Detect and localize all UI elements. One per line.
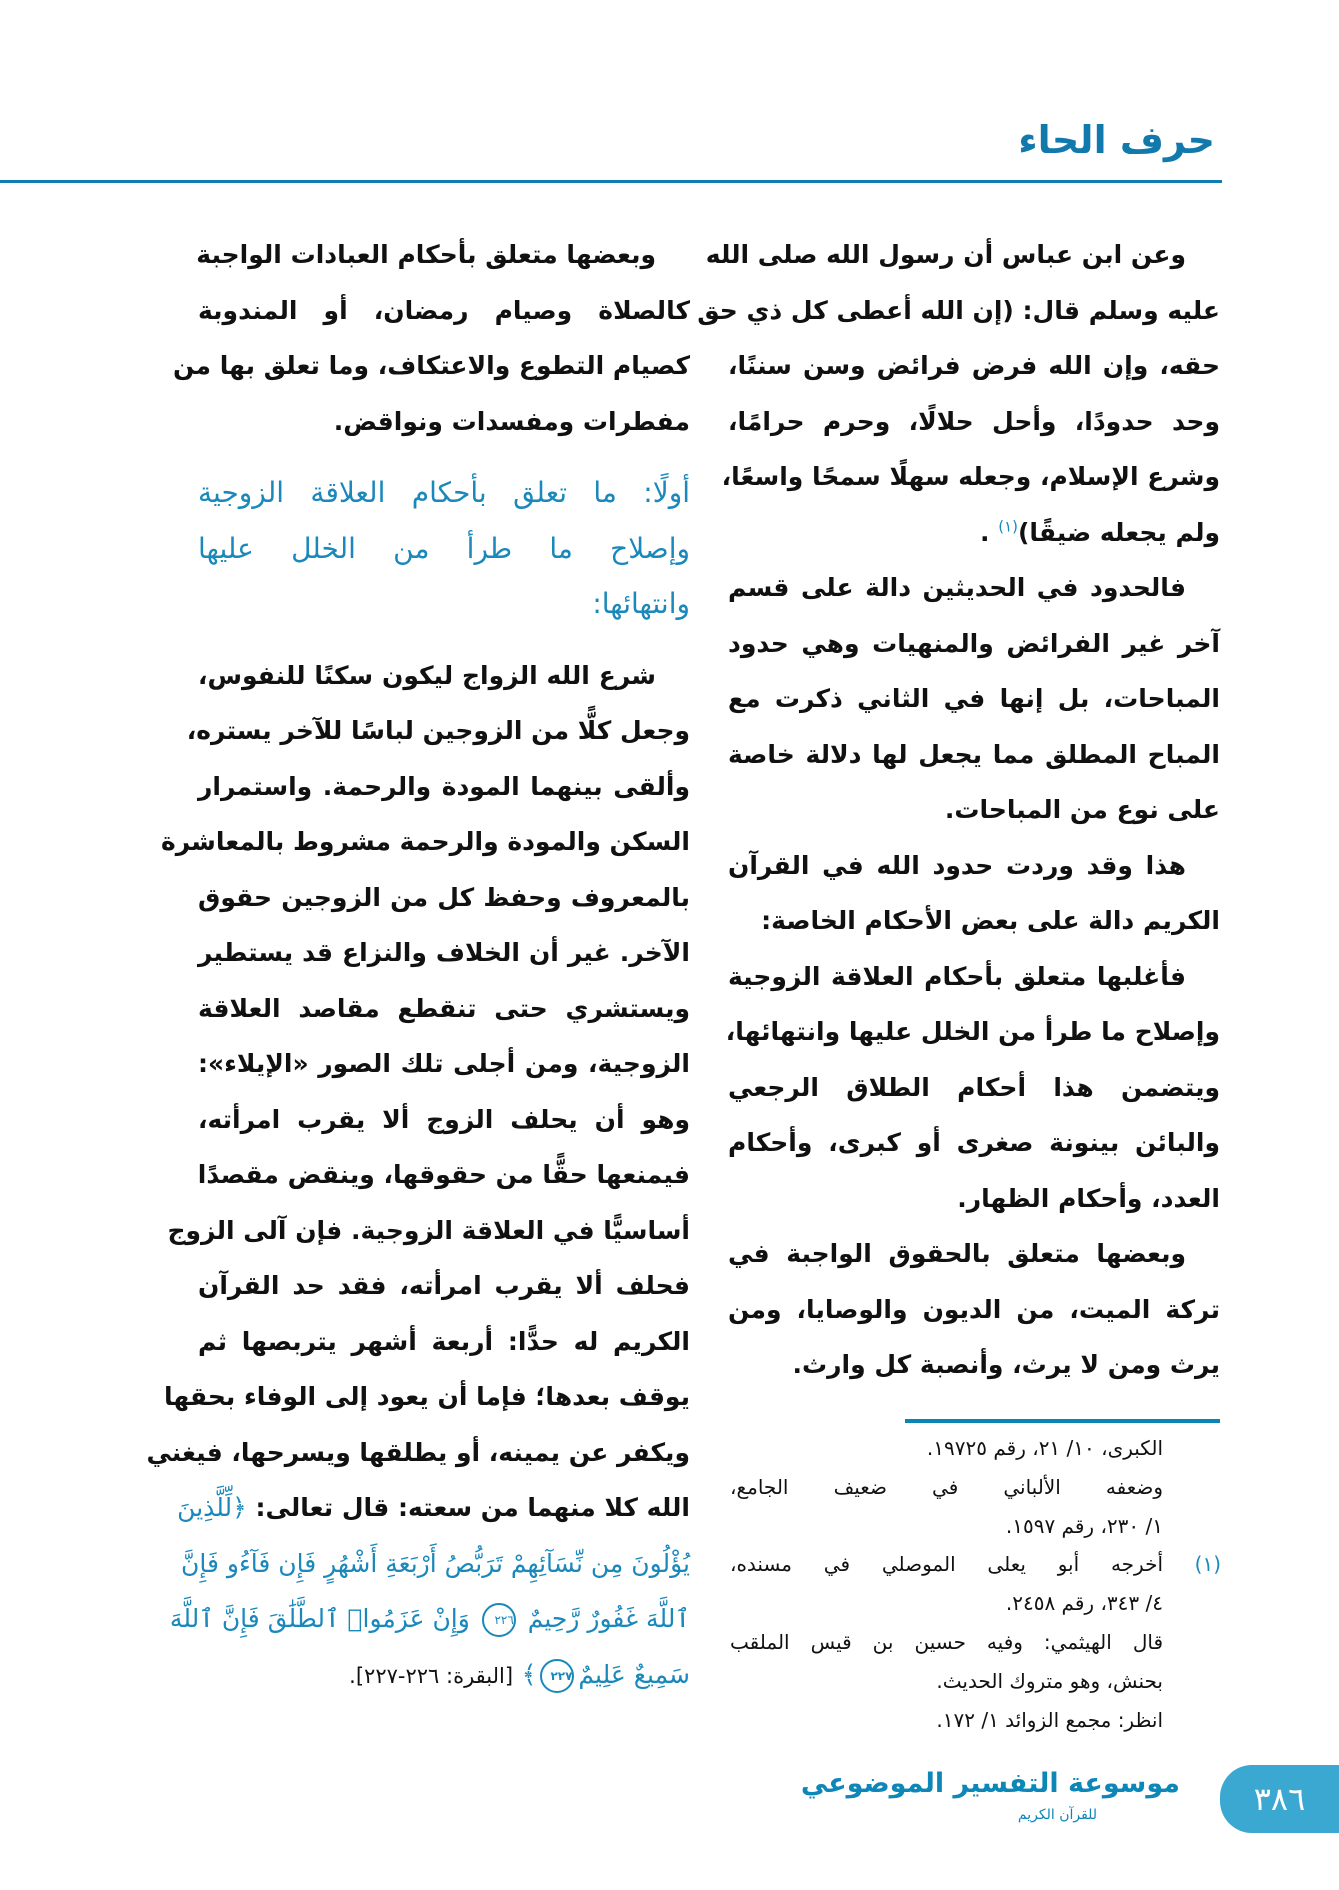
text-line: العدد، وأحكام الظهار. <box>957 1183 1220 1213</box>
heading-line: وإصلاح ما طرأ من الخلل عليها <box>198 531 690 565</box>
footnote-line: ١/ ٢٣٠، رقم ١٥٩٧. <box>1005 1513 1163 1538</box>
footnote-line: بحنش، وهو متروك الحديث. <box>936 1668 1163 1693</box>
footnote-line: قال الهيثمي: وفيه حسين بن قيس الملقب <box>730 1629 1163 1654</box>
quran-citation: [البقرة: ٢٢٦-٢٢٧]. <box>349 1663 514 1688</box>
text-line: يوقف بعدها؛ فإما أن يعود إلى الوفاء بحقها <box>163 1382 690 1411</box>
footnote-divider <box>905 1419 1220 1423</box>
text-line-content: ولم يجعله ضيقًا) <box>1018 517 1220 547</box>
text-line: يرث ومن لا يرث، وأنصبة كل وارث. <box>792 1350 1220 1379</box>
text-line: فحلف ألا يقرب امرأته، فقد حد القرآن <box>198 1271 690 1300</box>
text-line: على نوع من المباحات. <box>944 795 1220 824</box>
text-line: فيمنعها حقًّا من حقوقها، وينقض مقصدًا <box>197 1160 690 1189</box>
text-line: فأغلبها متعلق بأحكام العلاقة الزوجية <box>728 961 1186 991</box>
text-line: فالحدود في الحديثين دالة على قسم <box>728 573 1186 602</box>
footnote-line: ٤/ ٣٤٣، رقم ٢٤٥٨. <box>1005 1591 1163 1616</box>
text-line: وألقى بينهما المودة والرحمة. واستمرار <box>198 771 690 801</box>
text-line <box>177 1480 690 1536</box>
section-title: حرف الحاء <box>1018 118 1215 162</box>
text-line: كصيام التطوع والاعتكاف، وما تعلق بها من <box>173 351 690 380</box>
text-line: وهو أن يحلف الزوج ألا يقرب امرأته، <box>198 1104 690 1134</box>
period: . <box>980 517 990 547</box>
quran-text: ٱللَّهَ غَفُورٌ رَّحِيمٌ <box>527 1604 690 1633</box>
quran-text: وَإِنْ عَزَمُوا۟ ٱلطَّلَٰقَ فَإِنَّ ٱللَّهَ <box>169 1604 470 1633</box>
text-line: ويستشري حتى تنقطع مقاصد العلاقة <box>198 993 690 1023</box>
text-line: هذا وقد وردت حدود الله في القرآن <box>728 850 1186 880</box>
text-line: وبعضها متعلق بأحكام العبادات الواجبة <box>196 240 656 269</box>
text-line <box>728 505 1220 561</box>
text-line: وجعل كلًّا من الزوجين لباسًا للآخر يستره، <box>186 716 690 745</box>
left-column <box>146 227 690 1702</box>
footnote-line: وضعفه الألباني في ضعيف الجامع، <box>730 1474 1163 1499</box>
footnote-ref[interactable]: (١) <box>998 517 1018 536</box>
text-line: ويتضمن هذا أحكام الطلاق الرجعي <box>728 1072 1220 1102</box>
text-line: الكريم دالة على بعض الأحكام الخاصة: <box>761 906 1220 935</box>
section-heading <box>198 465 690 632</box>
text-line-content: الله كلا منهما من سعته: قال تعالى: <box>255 1493 690 1522</box>
text-line: أساسيًّا في العلاقة الزوجية. فإن آلى الزوج <box>167 1215 690 1245</box>
text-line: مفطرات ومفسدات ونواقض. <box>333 406 690 436</box>
quran-open: ﴿لِّلَّذِينَ <box>177 1493 247 1522</box>
text-line: آخر غير الفرائض والمنهيات وهي حدود <box>728 628 1220 658</box>
encyclopedia-logo <box>800 1763 1180 1825</box>
text-line: كالصلاة وصيام رمضان، أو المندوبة <box>198 295 690 325</box>
logo-subtitle: للقرآن الكريم <box>1017 1807 1098 1823</box>
page-number-badge: ٣٨٦ <box>1220 1765 1339 1833</box>
text-line: وعن ابن عباس أن رسول الله صلى الله <box>705 240 1186 269</box>
text-line: ويكفر عن يمينه، أو يطلقها ويسرحها، فيغني <box>146 1437 690 1467</box>
heading-line: وانتهائها: <box>592 587 690 620</box>
text-line: حقه، وإن الله فرض فرائض وسن سننًا، <box>728 351 1220 380</box>
quran-line <box>198 1647 690 1703</box>
right-column <box>697 227 1220 1393</box>
text-line: وبعضها متعلق بالحقوق الواجبة في <box>728 1239 1186 1268</box>
text-line: المباحات، بل إنها في الثاني ذكرت مع <box>728 684 1220 713</box>
text-line: وشرع الإسلام، وجعله سهلًا سمحًا واسعًا، <box>721 462 1220 491</box>
text-line: شرع الله الزواج ليكون سكنًا للنفوس، <box>198 660 656 690</box>
header-divider <box>0 180 1222 183</box>
quran-text: سَمِيعٌ عَلِيمٌ <box>578 1659 690 1689</box>
text-line: وحد حدودًا، وأحل حلالًا، وحرم حرامًا، <box>728 406 1220 436</box>
text-line: السكن والمودة والرحمة مشروط بالمعاشرة <box>160 827 690 856</box>
footnote-line: انظر: مجمع الزوائد ١/ ١٧٢. <box>936 1707 1163 1732</box>
quran-line <box>169 1591 690 1647</box>
text-line: بالمعروف وحفظ كل من الزوجين حقوق <box>198 882 690 912</box>
footnote-line <box>730 1545 1221 1584</box>
text-line: عليه وسلم قال: (إن الله أعطى كل ذي حق <box>697 295 1220 325</box>
footnotes <box>730 1429 1221 1739</box>
text-line: وإصلاح ما طرأ من الخلل عليها وانتهائها، <box>725 1017 1220 1046</box>
text-line: الآخر. غير أن الخلاف والنزاع قد يستطير <box>198 938 690 967</box>
footnote-line: الكبرى، ١٠/ ٢١، رقم ١٩٧٢٥. <box>926 1436 1163 1460</box>
text-line: الكريم له حدًّا: أربعة أشهر يتربصها ثم <box>198 1326 690 1356</box>
text-line: تركة الميت، من الديون والوصايا، ومن <box>728 1294 1220 1324</box>
heading-line: أولًا: ما تعلق بأحكام العلاقة الزوجية <box>198 476 690 509</box>
ayah-number-marker: ٢٢٧ <box>540 1659 574 1693</box>
quran-line: يُؤْلُونَ مِن نِّسَآئِهِمْ تَرَبُّصُ أَرْبَعَةِ أَشْهُرٍ فَإِن فَآءُو فَإِنَّ <box>181 1548 690 1578</box>
footnote-text: أخرجه أبو يعلى الموصلي في مسنده، <box>730 1552 1163 1577</box>
logo-title: موسوعة التفسير الموضوعي <box>800 1768 1180 1799</box>
quran-close: ﴾ <box>521 1659 537 1689</box>
text-line: المباح المطلق مما يجعل لها دلالة خاصة <box>728 739 1220 769</box>
text-line: الزوجية، ومن أجلى تلك الصور «الإيلاء»: <box>198 1049 690 1078</box>
footnote-marker: (١) <box>1194 1552 1221 1577</box>
ayah-number-marker: ٢٢٦ <box>482 1603 516 1637</box>
text-line: والبائن بينونة صغرى أو كبرى، وأحكام <box>728 1128 1220 1157</box>
